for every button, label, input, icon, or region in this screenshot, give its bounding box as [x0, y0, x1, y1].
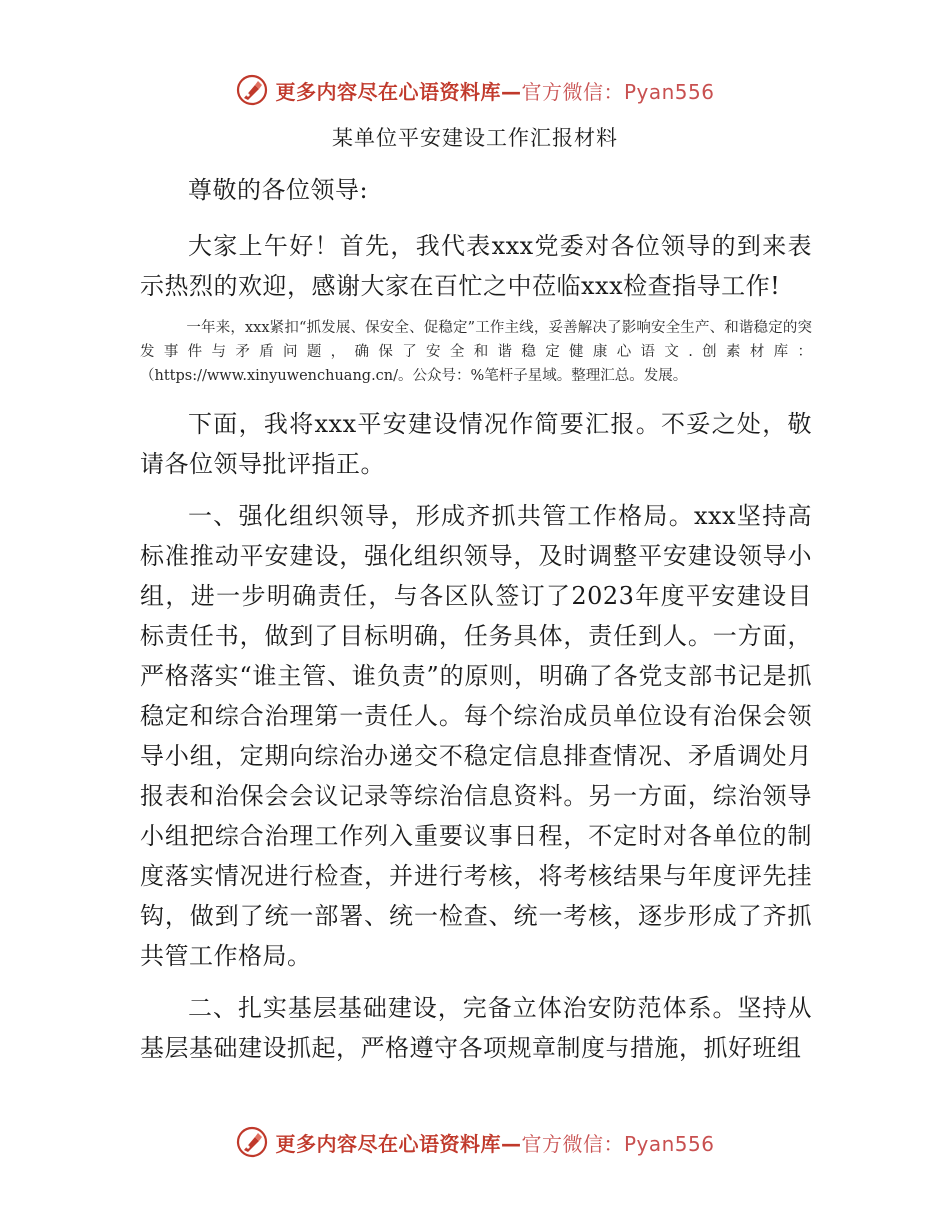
watermark-wechat: 官方微信：Pyan556 — [521, 79, 715, 104]
document-title: 某单位平安建设工作汇报材料 — [332, 126, 618, 150]
greeting-paragraph: 尊敬的各位领导: — [188, 176, 369, 204]
watermark-text: 更多内容尽在心语资料库— — [275, 1131, 522, 1156]
section-one-paragraph: 一、强化组织领导，形成齐抓共管工作格局。xxx坚持高标准推动平安建设，强化组织领导，及时调整平安建设领导小组，进一步明确责任，与各区队签订了2023年度平安建设目标责任书，做到了目标明确，任务具体，责任到人。一方面，严格落实“谁主管、谁负责”的原则，明确了各党支部书记是抓稳定和综合治理第一责任人。每个综治成员单位设有治保会领导小组，定期向综治办递交不稳定信息排查情况、矛盾调处月报表和治保会会议记录等综治信息资料。另一方面，综治领导小组把综合治理工作列入重要议事日程，不定时对各单位的制度落实情况进行检查，并进行考核，将考核结果与年度评先挂钩，做到了统一部署、统一检查、统一考核，逐步形成了齐抓共管工作格局。 — [140, 502, 812, 970]
intro-paragraph: 下面，我将xxx平安建设情况作简要汇报。不妥之处，敬请各位领导批评指正。 — [140, 410, 812, 478]
watermark-wechat: 官方微信：Pyan556 — [521, 1131, 715, 1156]
inserted-note-paragraph: 一年来，xxx紧扣“抓发展、保安全、促稳定”工作主线，妥善解决了影响安全生产、和谐稳定的突发事件与矛盾问题，确保了安全和谐稳定健康心语文.创素材库：（https://www.xinyuwenchuang.cn/。公众号：%笔杆子星域。整理汇总。发展。 — [140, 320, 812, 384]
opening-paragraph: 大家上午好！首先，我代表xxx党委对各位领导的到来表示热烈的欢迎，感谢大家在百忙之中莅临xxx检查指导工作! — [140, 232, 812, 300]
pen-nib-logo-icon — [235, 73, 269, 107]
watermark-text: 更多内容尽在心语资料库— — [275, 79, 522, 104]
document-body — [140, 170, 812, 1078]
pen-nib-logo-icon — [235, 1125, 269, 1159]
watermark-header — [0, 70, 950, 110]
section-two-paragraph: 二、扎实基层基础建设，完备立体治安防范体系。坚持从基层基础建设抓起，严格遵守各项规章制度与措施，抓好班组 — [140, 994, 812, 1062]
watermark-footer — [0, 1122, 950, 1162]
